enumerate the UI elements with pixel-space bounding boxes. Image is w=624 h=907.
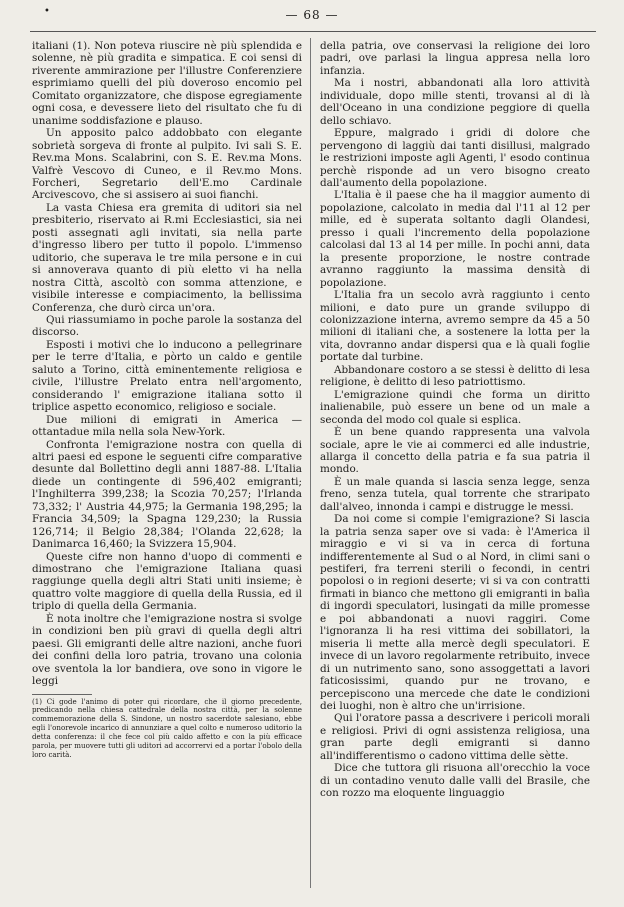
paragraph: della patria, ove conservasi la religione dei loro padri, ove parlasi la lingua appresa nella loro infanzia.	[320, 40, 590, 77]
paragraph: Qui l'oratore passa a descrivere i pericoli morali e religiosi. Privi di ogni assistenza religiosa, una gran parte degli emigranti si danno all'indifferentismo o cadono vittima delle sètte.	[320, 712, 590, 762]
paragraph: Due milioni di emigrati in America — ottantadue mila nella sola New-York.	[32, 413, 302, 439]
paragraph: italiani (1). Non poteva riuscire nè più splendida e solenne, nè più gradita e simpatica. E coi sensi di riverente ammirazione per l'illustre Conferenziere esprimiamo quelli del più doveroso encomio pel Comitato organizzatore, che dispose egregiamente ogni cosa, e devessere lieto del risultato che fu di unanime soddisfazione e plauso.	[32, 40, 302, 127]
paragraph: Un apposito palco addobbato con elegante sobrietà sorgeva di fronte al pulpito. Ivi sali S. E. Rev.ma Mons. Scalabrini, con S. E. Rev.ma Mons. Valfrè Vescovo di Cuneo, e il Rev.mo Mons. Forcheri, Segretario dell'E.mo Cardinale Arcivescovo, che si assisero ai suoi fianchi.	[32, 127, 302, 202]
paragraph: L'Italia è il paese che ha il maggior aumento di popolazione, calcolato in media dal l'11 al 12 per mille, ed è superata soltanto dagli Olandesi, presso i quali l'incremento della popolazione calcolasi dal 13 al 14 per mille. In pochi anni, data la presente proporzione, le nostre contrade avranno raggiunto la massima densità di popolazione.	[320, 189, 590, 289]
page-number: — 68 —	[285, 8, 339, 22]
paragraph: Queste cifre non hanno d'uopo di commenti e dimostrano che l'emigrazione Italiana quasi raggiunge quella degli altri Stati uniti insieme; è quattro volte maggiore di quella della Russia, ed il triplo di quella della Germania.	[32, 550, 302, 613]
paragraph: Eppure, malgrado i gridi di dolore che pervengono di laggiù dai tanti disillusi, malgrado le restrizioni imposte agli Agenti, l' esodo continua perchè risponde ad un vero bisogno creato dall'aumento della popolazione.	[320, 127, 590, 189]
footnote-rule	[32, 694, 92, 695]
paragraph: L'Italia fra un secolo avrà raggiunto i cento milioni, e dato pure un grande sviluppo di colonizzazione interna, avremo sempre da 45 a 50 milioni di italiani che, a sostenere la lotta per la vita, dovranno andar dispersi qua e là quali foglie portate dal turbine.	[320, 289, 590, 364]
paragraph: Qui riassumiamo in poche parole la sostanza del discorso.	[32, 313, 302, 339]
column-divider	[310, 38, 311, 888]
right-column	[320, 40, 590, 892]
header-rule	[30, 31, 596, 32]
paragraph: È un male quanda si lascia senza legge, senza freno, senza tutela, qual torrente che straripato dall'alveo, innonda i campi e distrugge le messi.	[320, 475, 590, 513]
paragraph: L'emigrazione quindi che forma un diritto inalienabile, può essere un bene od un male a seconda del modo col quale si esplica.	[320, 388, 590, 426]
paragraph: È un bene quando rappresenta una valvola sociale, apre le vie ai commerci ed alle industrie, allarga il concetto della patria e fa sua patria il mondo.	[320, 426, 590, 476]
paragraph: Da noi come si compie l'emigrazione? Si lascia la patria senza saper ove si vada: è l'America il miraggio e vi si va in cerca di fortuna indifferentemente al Sud o al Nord, in climi sani o pestiferi, fra terreni sterili o fecondi, in centri popolosi o in regioni deserte; vi si va con contratti firmati in bianco che mettono gli emigranti in balìa di ingordi speculatori, lusingati da mille promesse e poi abbandonati a nuovi raggiri. Come l'ignoranza li ha resi vittima dei sobillatori, la miseria li mette alla mercè degli speculatori. E invece di un lavoro regolarmente retribuito, invece di un nutrimento sano, sono assoggettati a lavori faticosissimi, quando pur ne trovano, e percepiscono una mercede che date le condizioni dei luoghi, non è altro che un'irrisione.	[320, 513, 590, 713]
paragraph: La vasta Chiesa era gremita di uditori sia nel presbiterio, riservato ai R.mi Ecclesiastici, sia nei posti assegnati agli invitati, sia nella parte d'ingresso libero per tutto il popolo. L'immenso uditorio, che superava le tre mila persone e in cui si annoverava quanto di più eletto vi ha nella nostra Città, ascoltò con somma attenzione, e visibile interesse e compiacimento, la bellissima Conferenza, che durò circa un'ora.	[32, 201, 302, 314]
paragraph: Abbandonare costoro a se stessi è delitto di lesa religione, è delitto di leso patriottismo.	[320, 363, 590, 389]
paragraph: Dice che tuttora gli risuona all'orecchio la voce di un contadino venuto dalle valli del Brasile, che con rozzo ma eloquente linguaggio	[320, 762, 590, 800]
paragraph: Esposti i motivi che lo inducono a pellegrinare per le terre d'Italia, e pòrto un caldo e gentile saluto a Torino, città eminentemente religiosa e civile, l'illustre Prelato entra nell'argomento, considerando l' emigrazione italiana sotto il triplice aspetto economico, religioso e sociale.	[32, 338, 302, 414]
left-column	[32, 40, 302, 892]
paragraph: Confronta l'emigrazione nostra con quella di altri paesi ed espone le seguenti cifre comparative desunte dal Bollettino degli anni 1887-88. L'Italia diede un contingente di 596,402 emigranti; l'Inghilterra 399,238; la Scozia 70,257; l'Irlanda 73,332; l' Austria 44,975; la Germania 198,295; la Francia 34,509; la Spagna 129,230; la Russia 126,714; il Belgio 28,384; l'Olanda 22,628; la Danimarca 16,460; la Svizzera 15,904.	[32, 438, 302, 551]
page-mark: •	[44, 6, 50, 17]
paragraph: È nota inoltre che l'emigrazione nostra si svolge in condizioni ben più gravi di quella degli altri paesi. Gli emigranti delle altre nazioni, anche fuori dei confini della loro patria, trovano una colonia ove sventola la lor bandiera, ove sono in vigore le leggi	[32, 612, 302, 688]
footnote: (1) Ci gode l'animo di poter qui ricordare, che il giorno precedente, predicando nella chiesa cattedrale della nostra città, per la solenne commemorazione della S. Sindone, un nostro sacerdote salesiano, ebbe egli l'onorevole incarico di annunziare a quel colto e numeroso uditorio la detta conferenza: il che fece col più caldo affetto e con la più efficace parola, per muovere tutti gli uditori ad accorrervi ed a portar l'obolo della loro carità.	[32, 696, 302, 759]
paragraph: Ma i nostri, abbandonati alla loro attività individuale, dopo mille stenti, trovansi al di là dell'Oceano in una condizione peggiore di quella dello schiavo.	[320, 77, 590, 127]
